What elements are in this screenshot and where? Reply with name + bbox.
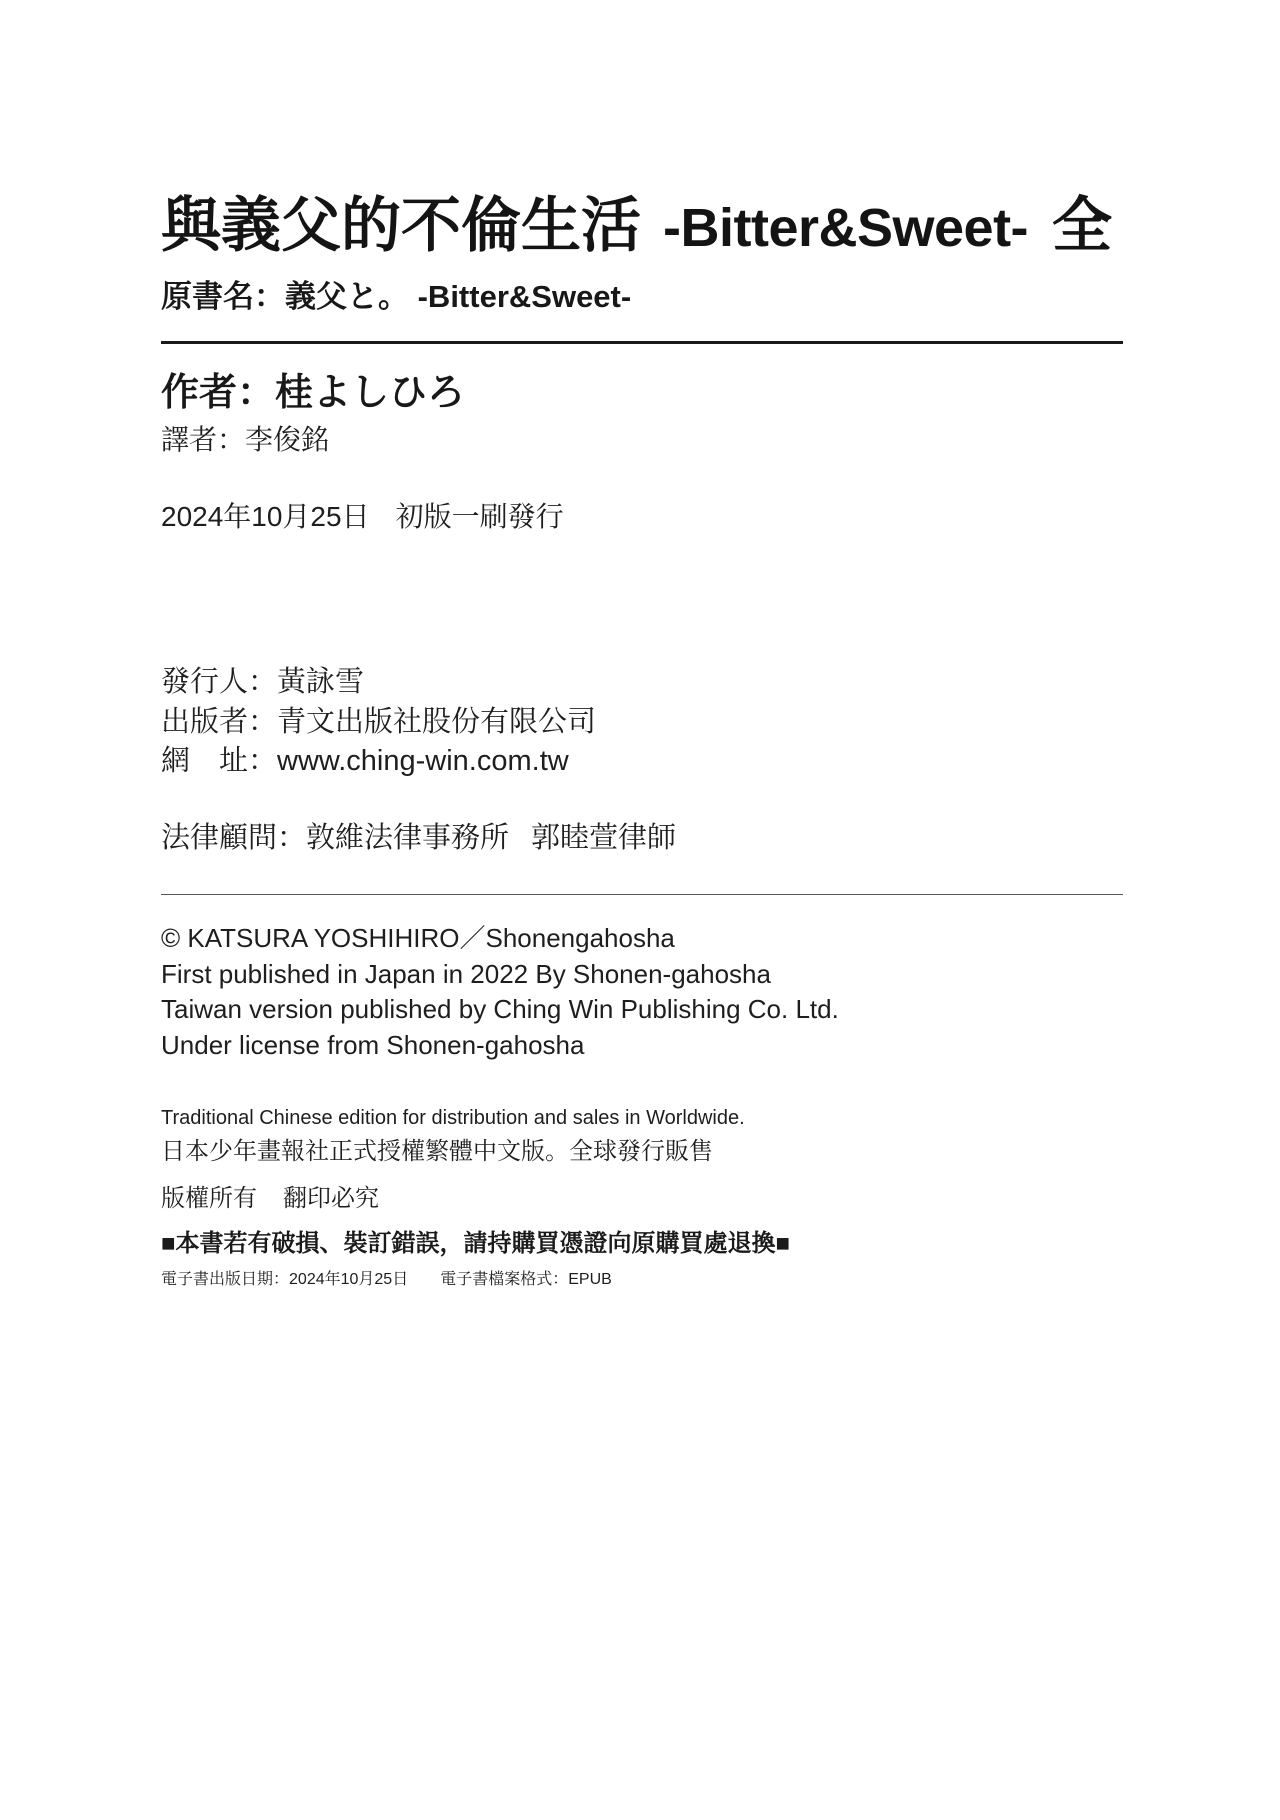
edition-printing: 初版一刷發行: [395, 501, 564, 532]
legal-firm: 敦維法律事務所: [306, 822, 510, 854]
ebook-format: EPUB: [568, 1271, 612, 1288]
original-title-value: 義父と。 -Bitter&Sweet-: [285, 279, 632, 314]
author-label: 作者：: [161, 372, 276, 414]
defect-exchange-notice: ■本書若有破損、裝訂錯誤，請持購買憑證向原購買處退換■: [161, 1230, 790, 1257]
original-title: [161, 279, 631, 315]
website-label: 網 址：: [161, 745, 278, 777]
book-title-subtitle: -Bitter&Sweet-: [663, 198, 1029, 258]
legal-label: 法律顧問：: [161, 822, 307, 854]
ebook-date: 2024年10月25日: [289, 1271, 409, 1288]
author-name: 桂よしひろ: [275, 372, 466, 414]
issuer-label: 發行人：: [161, 666, 278, 698]
edition-date: 2024年10月25日: [161, 501, 370, 532]
copyright-line: First published in Japan in 2022 By Shonen-gahosha: [161, 958, 771, 989]
publisher-line: [161, 705, 596, 739]
publisher-name: 青文出版社股份有限公司: [277, 706, 597, 738]
no-reproduction: 翻印必究: [283, 1185, 379, 1212]
distribution-chinese: 日本少年畫報社正式授權繁體中文版。全球發行販售: [161, 1138, 713, 1165]
legal-counsel-line: [161, 821, 676, 855]
legal-lawyer: 郭睦萱律師: [531, 822, 677, 854]
ebook-format-label: 電子書檔案格式：: [440, 1271, 569, 1288]
issuer-name: 黃詠雪: [277, 666, 365, 698]
website-line: [161, 744, 569, 778]
book-title-complete-mark: 全: [1052, 192, 1113, 259]
translator-name: 李俊銘: [245, 424, 330, 455]
copyright-block: [161, 921, 839, 1063]
header-divider: [161, 341, 1123, 344]
translator-credit: [161, 423, 329, 457]
original-title-label: 原書名：: [161, 279, 285, 314]
author-credit: [161, 370, 465, 416]
book-title-main: 與義父的不倫生活: [161, 192, 641, 259]
copyright-line: © KATSURA YOSHIHIRO／Shonengahosha: [161, 923, 675, 953]
book-title: [161, 190, 1112, 264]
copyright-line: Taiwan version published by Ching Win Publishing Co. Ltd.: [161, 994, 839, 1024]
issuer-line: [161, 665, 364, 699]
distribution-english: Traditional Chinese edition for distribution and sales in Worldwide.: [161, 1107, 745, 1129]
ebook-info-line: [161, 1270, 612, 1290]
publisher-label: 出版者：: [161, 706, 278, 738]
rights-reserved-line: [161, 1184, 379, 1214]
section-divider: [161, 894, 1123, 895]
ebook-date-label: 電子書出版日期：: [161, 1271, 290, 1288]
website-url: www.ching-win.com.tw: [277, 745, 569, 777]
edition-line: [161, 500, 564, 534]
translator-label: 譯者：: [161, 424, 246, 455]
copyright-line: Under license from Shonen-gahosha: [161, 1029, 585, 1060]
rights-reserved: 版權所有: [161, 1185, 257, 1212]
